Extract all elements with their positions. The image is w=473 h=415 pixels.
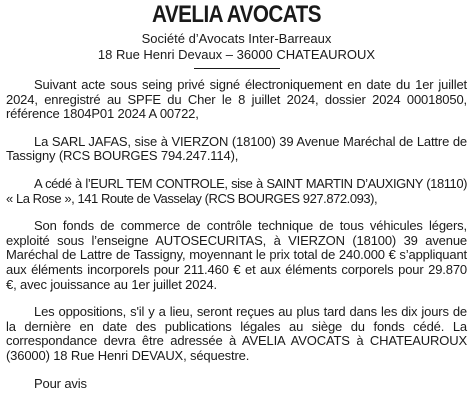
paragraph-deed: Suivant acte sous seing privé signé électroniquement en date du 1er juillet 2024, enregistré au SPFE du Cher le 8 juillet 2024, dossier 2024 00018050, référence 1804P01 2024 A 00722, — [6, 77, 467, 122]
header-divider — [194, 68, 280, 69]
paragraph-seller: La SARL JAFAS, sise à VIERZON (18100) 39 Avenue Maréchal de Lattre de Tassigny (RCS BOURGES 794.247.114), — [6, 133, 467, 164]
paragraph-closing: Pour avis — [34, 375, 87, 391]
notice-body — [6, 78, 467, 391]
paragraph-buyer: A cédé à l’EURL TEM CONTROLE, sise à SAINT MARTIN D’AUXIGNY (18110) « La Rose », 141 Route de Vasselay (RCS BOURGES 927.872.093), — [6, 175, 467, 206]
paragraph-oppositions: Les oppositions, s'il y a lieu, seront reçues au plus tard dans les dix jours de la dernière en date des publications légales au siège du fonds cédé. La correspondance devra être adressée à AVELIA AVOCATS à CHATEAUROUX (36000) 18 Rue Henri DEVAUX, séquestre. — [6, 304, 467, 363]
firm-name: AVELIA AVOCATS — [152, 1, 321, 28]
paragraph-business: Son fonds de commerce de contrôle technique de tous véhicules légers, exploité sous l’enseigne AUTOSECURITAS, à VIERZON (18100) 39 avenue Maréchal de Lattre de Tassigny, moyennant le prix total de 240.000 € s’appliquant aux éléments incorporels pour 211.460 € et aux éléments corporels pour 29.870 €, avec jouissance au 1er juillet 2024. — [6, 218, 467, 292]
firm-address: 18 Rue Henri Devaux – 36000 CHATEAUROUX — [97, 47, 376, 62]
firm-description: Société d’Avocats Inter-Barreaux — [141, 31, 332, 46]
